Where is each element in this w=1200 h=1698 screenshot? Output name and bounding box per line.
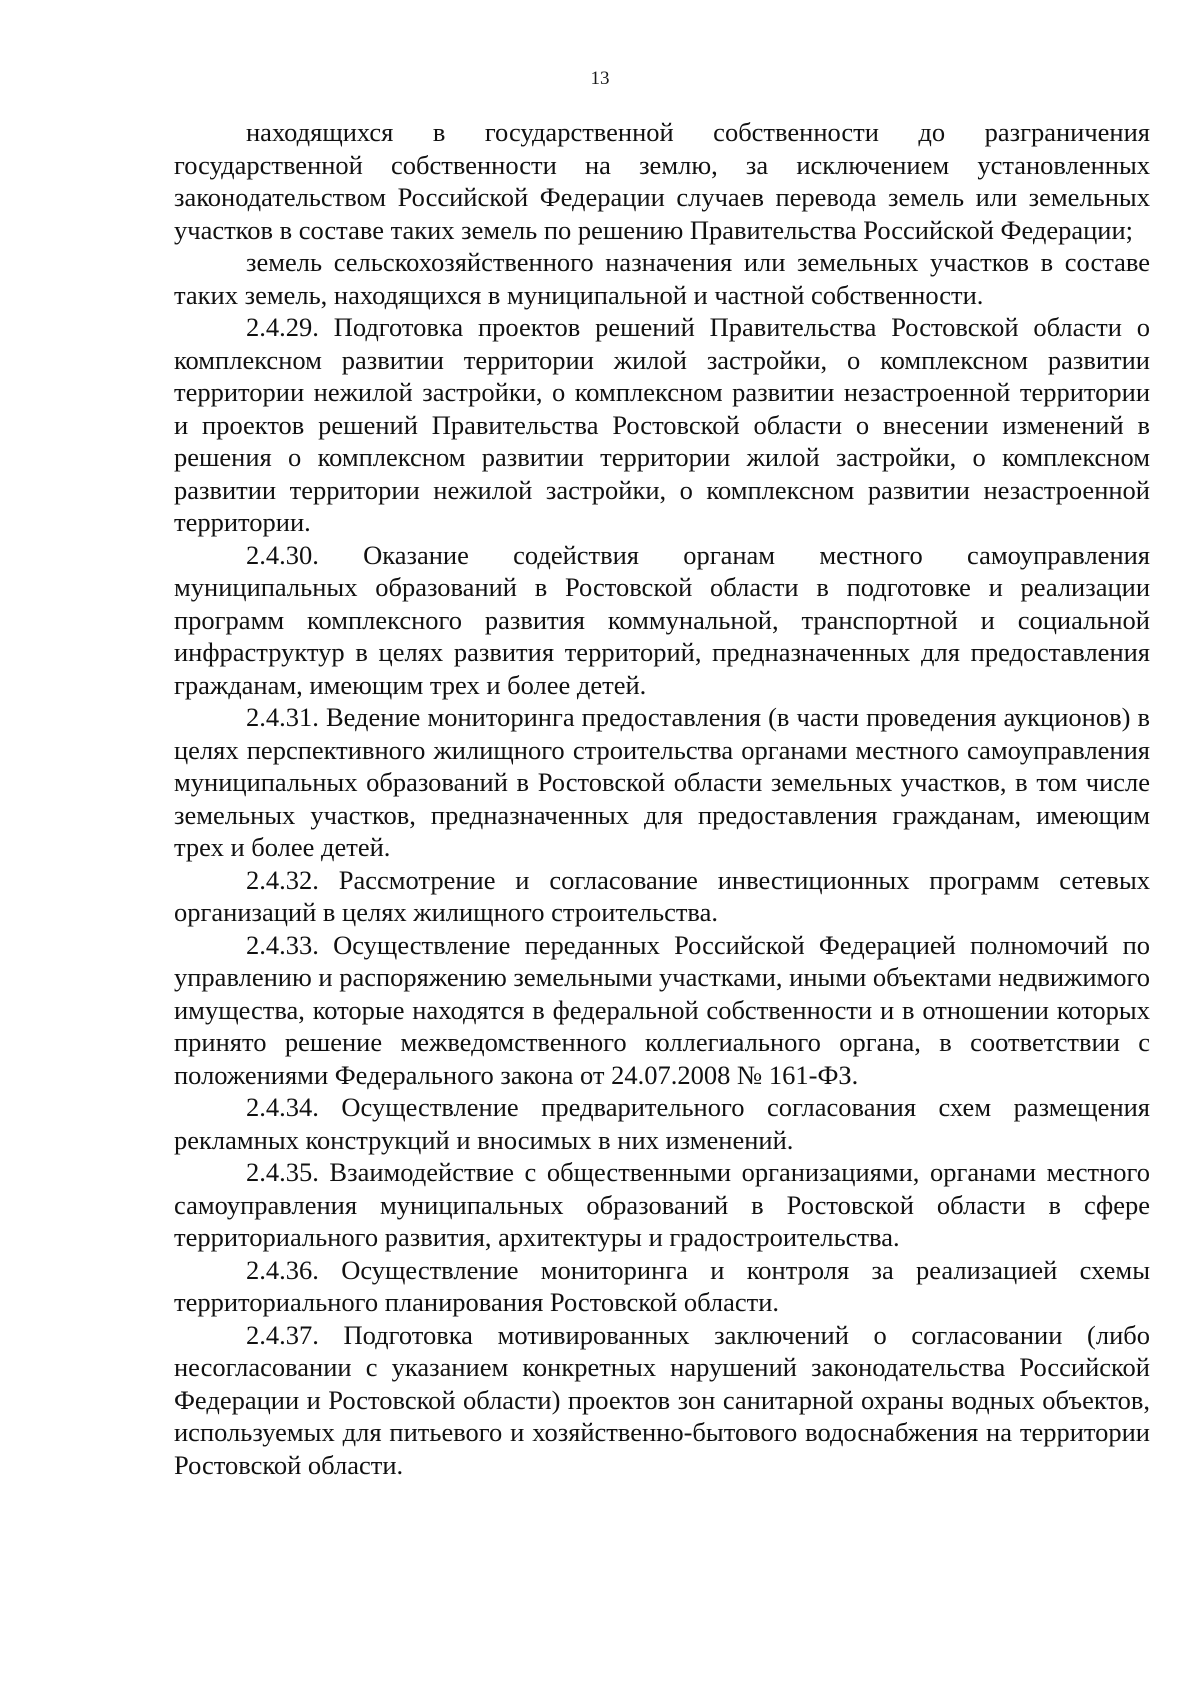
paragraph-2-4-29: 2.4.29. Подготовка проектов решений Правительства Ростовской области о комплексном развитии территории жилой застройки, о комплексном развитии территории нежилой застройки, о комплексном развитии незастроенной территории и проектов решений Правительства Ростовской области о внесении изменений в решения о комплексном развитии территории жилой застройки, о комплексном развитии территории нежилой застройки, о комплексном развитии незастроенной территории. <box>174 312 1150 537</box>
paragraph-2-4-30: 2.4.30. Оказание содействия органам местного самоуправления муниципальных образований в Ростовской области в подготовке и реализации программ комплексного развития коммунальной, транспортной и социальной инфраструктур в целях развития территорий, предназначенных для предоставления гражданам, имеющим трех и более детей. <box>174 539 1150 700</box>
paragraph-2-4-37: 2.4.37. Подготовка мотивированных заключений о согласовании (либо несогласовании с указанием конкретных нарушений законодательства Российской Федерации и Ростовской области) проектов зон санитарной охраны водных объектов, используемых для питьевого и хозяйственно-бытового водоснабжения на территории Ростовской области. <box>174 1319 1150 1480</box>
paragraph-continuation: находящихся в государственной собственности до разграничения государственной собственности на землю, за исключением установленных законодательством Российской Федерации случаев перевода земель или земельных участков в составе таких земель по решению Правительства Российской Федерации; <box>174 117 1150 245</box>
document-body <box>174 116 1150 1481</box>
paragraph-2-4-36: 2.4.36. Осуществление мониторинга и контроля за реализацией схемы территориального планирования Ростовской области. <box>174 1254 1150 1317</box>
paragraph-2-4-35: 2.4.35. Взаимодействие с общественными организациями, органами местного самоуправления муниципальных образований в Ростовской области в сфере территориального развития, архитектуры и градостроительства. <box>174 1157 1150 1252</box>
page-number: 13 <box>590 68 610 89</box>
paragraph-2-4-33: 2.4.33. Осуществление переданных Российской Федерацией полномочий по управлению и распоряжению земельными участками, иными объектами недвижимого имущества, которые находятся в федеральной собственности и в отношении которых принято решение межведомственного коллегиального органа, в соответствии с положениями Федерального закона от 24.07.2008 № 161-ФЗ. <box>174 929 1150 1090</box>
paragraph-agricultural-lands: земель сельскохозяйственного назначения или земельных участков в составе таких земель, находящихся в муниципальной и частной собственности. <box>174 247 1150 310</box>
paragraph-2-4-31: 2.4.31. Ведение мониторинга предоставления (в части проведения аукционов) в целях перспективного жилищного строительства органами местного самоуправления муниципальных образований в Ростовской области земельных участков, в том числе земельных участков, предназначенных для предоставления гражданам, имеющим трех и более детей. <box>174 702 1150 862</box>
paragraph-2-4-34: 2.4.34. Осуществление предварительного согласования схем размещения рекламных конструкций и вносимых в них изменений. <box>174 1092 1150 1155</box>
paragraph-2-4-32: 2.4.32. Рассмотрение и согласование инвестиционных программ сетевых организаций в целях жилищного строительства. <box>174 864 1150 927</box>
